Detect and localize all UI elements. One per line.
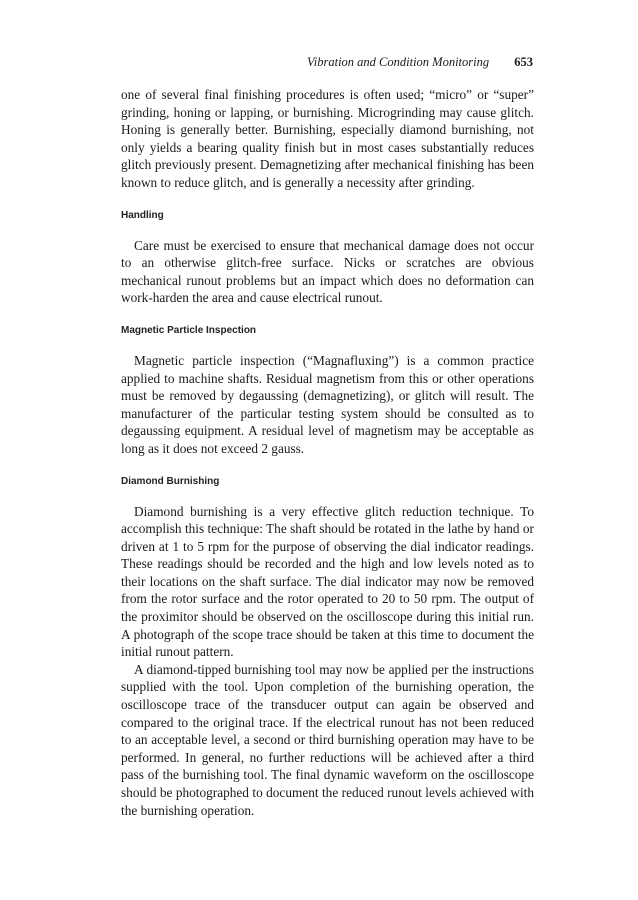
section-heading-magnetic-particle-inspection: Magnetic Particle Inspection [121,324,257,336]
page-body [121,86,534,819]
section-heading-handling: Handling [121,209,164,221]
running-title: Vibration and Condition Monitoring [307,55,490,69]
running-header [307,54,533,70]
opening-paragraph: one of several final finishing procedures is often used; “micro” or “super” grinding, honing or lapping, or burnishing. Microgrinding may cause glitch. Honing is generally better. Burnishing, especially diamond burnishing, not only yields a bearing quality finish but in most cases substantially reduces glitch previously present. Demagnetizing after mechanical finishing has been known to reduce glitch, and is generally a necessity after grinding. [121,87,534,190]
section-heading-diamond-burnishing: Diamond Burnishing [121,475,220,487]
magnetic-particle-inspection-paragraph: Magnetic particle inspection (“Magnafluxing”) is a common practice applied to machine shafts. Residual magnetism from this or other operations must be removed by degaussing (demagnetizing), or glitch will result. The manufacturer of the particular testing system should be consulted as to degaussing equipment. A residual level of magnetism may be acceptable as long as it does not exceed 2 gauss. [121,352,534,456]
page-number: 653 [514,55,533,69]
diamond-burnishing-paragraph-2: A diamond-tipped burnishing tool may now be applied per the instructions supplied with the tool. Upon completion of the burnishing operation, the oscilloscope trace of the transducer output can again be observed and compared to the original trace. If the electrical runout has not been reduced to an acceptable level, a second or third burnishing operation may have to be performed. In general, no further reductions will be achieved after a third pass of the burnishing tool. The final dynamic waveform on the oscilloscope should be photographed to document the reduced runout levels achieved with the burnishing operation. [121,661,534,818]
handling-paragraph: Care must be exercised to ensure that mechanical damage does not occur to an otherwise glitch-free surface. Nicks or scratches are obvious mechanical runout problems but an impact which does no deformation can work-harden the area and cause electrical runout. [121,237,534,306]
diamond-burnishing-paragraph-1: Diamond burnishing is a very effective glitch reduction technique. To accomplish this technique: The shaft should be rotated in the lathe by hand or driven at 1 to 5 rpm for the purpose of observing the dial indicator readings. These readings should be recorded and the high and low levels noted as to their locations on the shaft surface. The dial indicator may now be removed from the rotor surface and the rotor operated to 20 to 50 rpm. The output of the proximitor should be observed on the oscilloscope during this initial run. A photograph of the scope trace should be taken at this time to document the initial runout pattern. [121,503,534,660]
